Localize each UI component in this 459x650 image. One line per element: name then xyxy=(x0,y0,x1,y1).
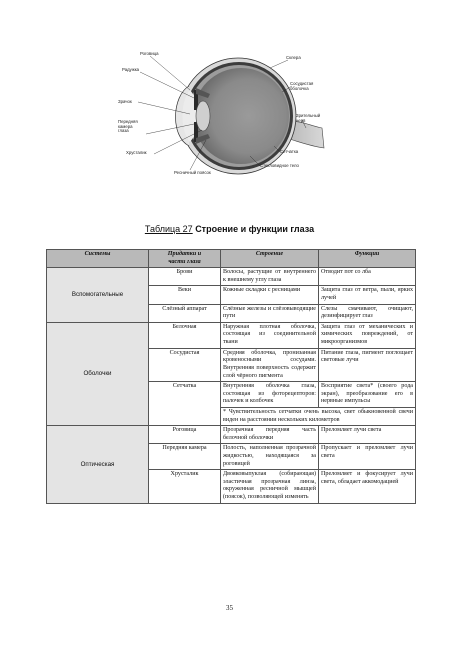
label-choroid: Сосудистая оболочка xyxy=(290,81,314,91)
table-header-row xyxy=(47,250,416,268)
part-cell: Слёзный аппарат xyxy=(149,304,221,322)
table-caption xyxy=(0,224,459,234)
structure-cell: Кожные складки с ресницами xyxy=(221,286,319,304)
function-cell: Слезы смачивают, очищают, дезинфицирует глаз xyxy=(319,304,416,322)
structure-cell: Слёзные железы и слёзовыводящие пути xyxy=(221,304,319,322)
header-systems: Системы xyxy=(47,250,149,268)
structure-cell: Средняя оболочка, пронизанная кровеносными сосудами. Внутренняя поверхность содержит слой чёрного пигмента xyxy=(221,348,319,381)
structure-cell: Волосы, растущие от внутреннего к внешнему углу глаза xyxy=(221,268,319,286)
function-cell: Питание глаза, пигмент поглощает световые лучи xyxy=(319,348,416,381)
structure-cell: Внутренняя оболочка глаза, состоящая из фоторецепторов: палочек и колбочек xyxy=(221,382,319,408)
label-lens: Хрусталик xyxy=(126,150,147,155)
label-iris: Радужка xyxy=(122,67,140,72)
part-cell: Белочная xyxy=(149,322,221,348)
table-row xyxy=(47,426,416,444)
function-cell: Восприятие света* (своего рода экран), преобразование его в нервные импульсы xyxy=(319,382,416,408)
eye-diagram xyxy=(110,38,350,188)
header-functions: Функции xyxy=(319,250,416,268)
label-anterior-chamber: Передняя камера глаза xyxy=(118,119,138,133)
part-cell: Сосудистая xyxy=(149,348,221,381)
structure-table xyxy=(46,249,416,504)
label-cornea: Роговица xyxy=(140,51,159,56)
header-structure: Строение xyxy=(221,250,319,268)
structure-cell: Полость, наполненная прозрачной жидкостью, находящаяся за роговицей xyxy=(221,444,319,470)
retina-note-cell: * Чувствительность сетчатки очень высока, свет обыкновенной свечи виден на расстоянии нескольких километров xyxy=(221,407,416,425)
function-cell: Защита глаз от механических и химических повреждений, от микроорганизмов xyxy=(319,322,416,348)
page-number: 35 xyxy=(226,604,233,612)
label-optic-nerve: Зрительный нерв xyxy=(296,113,321,123)
table-title: Строение и функции глаза xyxy=(195,224,315,234)
part-cell: Роговица xyxy=(149,426,221,444)
structure-cell: Двояковыпуклая (собирающая) эластичная прозрачная линза, окруженная ресничной мышцей (поясок), позволяющей изменять xyxy=(221,470,319,503)
structure-cell: Наружная плотная оболочка, состоящая из соединительной ткани xyxy=(221,322,319,348)
function-cell: Защита глаз от ветра, пыли, ярких лучей xyxy=(319,286,416,304)
label-retina: Сетчатка xyxy=(280,149,299,154)
structure-cell: Прозрачная передняя часть белочной оболочки xyxy=(221,426,319,444)
part-cell: Передняя камера xyxy=(149,444,221,470)
function-cell: Отводит пот со лба xyxy=(319,268,416,286)
header-parts: Придатки и части глаза xyxy=(149,250,221,268)
table-number: Таблица 27 xyxy=(144,224,193,234)
function-cell: Преломляет лучи света xyxy=(319,426,416,444)
system-cell: Оболочки xyxy=(47,322,149,425)
part-cell: Хрусталик xyxy=(149,470,221,503)
label-sclera: Склера xyxy=(286,55,301,60)
table-row xyxy=(47,322,416,348)
label-ciliary-body: Ресничный поясок xyxy=(174,170,211,175)
label-pupil: Зрачок xyxy=(118,99,132,104)
part-cell: Сетчатка xyxy=(149,382,221,426)
part-cell: Брови xyxy=(149,268,221,286)
function-cell: Преломляет и фокусирует лучи света, обладает аккомодацией xyxy=(319,470,416,503)
system-cell: Оптическая xyxy=(47,426,149,503)
table-row xyxy=(47,268,416,286)
function-cell: Пропускает и преломляет лучи света xyxy=(319,444,416,470)
part-cell: Веки xyxy=(149,286,221,304)
system-cell: Вспомогательные xyxy=(47,268,149,323)
label-vitreous: Стекловидное тело xyxy=(260,163,299,168)
